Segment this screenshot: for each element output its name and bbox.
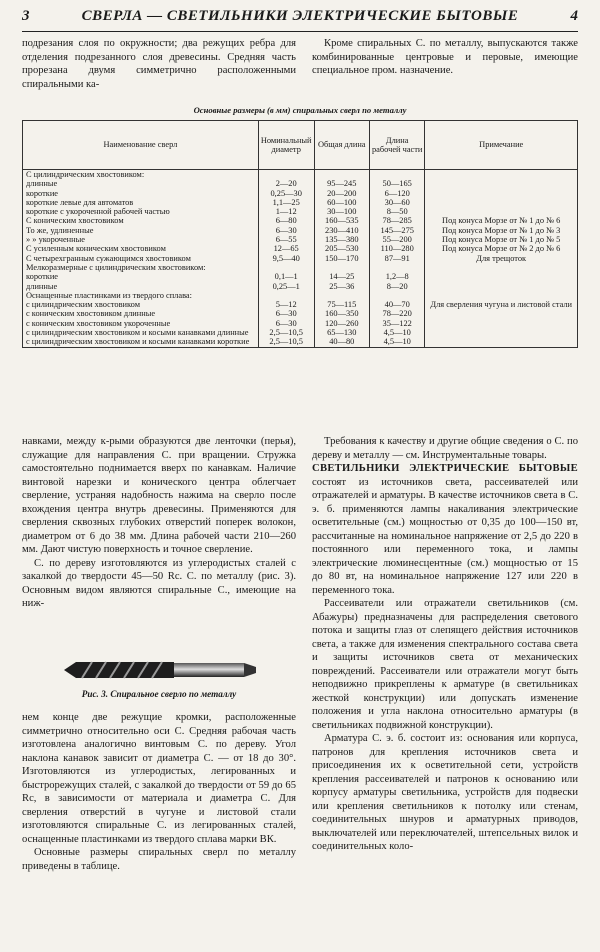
cell-diameter: 6—55 xyxy=(258,235,314,244)
cell-diameter: 12—65 xyxy=(258,244,314,253)
cell-working-length xyxy=(369,291,424,300)
cell-length: 20—200 xyxy=(314,189,369,198)
cell-note xyxy=(425,309,578,318)
table-row xyxy=(23,337,578,347)
col-header-length: Общая длина xyxy=(314,121,369,170)
cell-note xyxy=(425,263,578,272)
cell-diameter: 2,5—10,5 xyxy=(258,337,314,347)
cell-working-length: 35—122 xyxy=(369,319,424,328)
cell-note: Под конуса Морзе от № 1 до № 5 xyxy=(425,235,578,244)
table-row xyxy=(23,179,578,188)
page-header xyxy=(22,8,578,30)
cell-note xyxy=(425,319,578,328)
cell-name: Оснащенные пластинками из твердого сплава: xyxy=(23,291,259,300)
cell-note xyxy=(425,282,578,291)
cell-note xyxy=(425,198,578,207)
cell-name: с коническим хвостовиком длинные xyxy=(23,309,259,318)
table-row xyxy=(23,291,578,300)
cell-name: С коническим хвостовиком xyxy=(23,216,259,225)
cell-name: То же, удлиненные xyxy=(23,226,259,235)
cell-name: короткие xyxy=(23,189,259,198)
cell-name: с коническим хвостовиком укороченные xyxy=(23,319,259,328)
top-left-text xyxy=(22,37,296,91)
paragraph: состоят из источников света, рассеивателей или отражателей и арматуры. В качестве источников света в С. э. б. применяются лампы накаливания электрические осветительные (см.) мощностью от 0,35 до 100—150 вт, рассчитанные на номинальное напряжение от 2,5 до 220 в постоянного или переменного тока, и лампы электрические люминесцентные (см.) мощностью от 15 до 80 вт, на номинальное напряжение 127 или 220 в переменного тока. xyxy=(312,476,578,596)
cell-length: 205—530 xyxy=(314,244,369,253)
cell-name: Мелкоразмерные с цилиндрическим хвостовиком: xyxy=(23,263,259,272)
cell-name: длинные xyxy=(23,282,259,291)
cell-length xyxy=(314,170,369,180)
cell-length xyxy=(314,263,369,272)
cell-diameter: 1,1—25 xyxy=(258,198,314,207)
cell-diameter: 1—12 xyxy=(258,207,314,216)
paragraph: Требования к качеству и другие общие сведения о С. по дереву и металлу — см. Инструментальные товары. xyxy=(312,436,578,461)
table-row xyxy=(23,328,578,337)
paragraph: С. по дереву изготовляются из углеродистых сталей с закалкой до твердости 45—50 Rc. С. по металлу (рис. 3). Основным видом являются спиральные С., имеющие на ниж- xyxy=(22,557,296,609)
cell-diameter xyxy=(258,291,314,300)
cell-working-length: 4,5—10 xyxy=(369,328,424,337)
cell-name: короткие с укороченной рабочей частью xyxy=(23,207,259,216)
table-row xyxy=(23,207,578,216)
cell-note: Для трещоток xyxy=(425,254,578,263)
cell-length xyxy=(314,291,369,300)
table-row xyxy=(23,254,578,263)
cell-working-length: 1,2—8 xyxy=(369,272,424,281)
cell-diameter: 9,5—40 xyxy=(258,254,314,263)
cell-working-length: 50—165 xyxy=(369,179,424,188)
cell-working-length: 78—220 xyxy=(369,309,424,318)
cell-working-length: 4,5—10 xyxy=(369,337,424,347)
page-number-right: 4 xyxy=(570,8,578,24)
page-number-left: 3 xyxy=(22,8,30,24)
cell-working-length: 110—280 xyxy=(369,244,424,253)
cell-length: 95—245 xyxy=(314,179,369,188)
cell-diameter xyxy=(258,170,314,180)
paragraph: Кроме спиральных С. по металлу, выпускаются также комбинированные центровые и перовые, имеющие специальное пром. назначение. xyxy=(312,38,578,76)
cell-note: Под конуса Морзе от № 1 до № 3 xyxy=(425,226,578,235)
cell-name: С усиленным коническим хвостовиком xyxy=(23,244,259,253)
cell-note xyxy=(425,179,578,188)
cell-length: 160—535 xyxy=(314,216,369,225)
table-row xyxy=(23,319,578,328)
cell-length: 40—80 xyxy=(314,337,369,347)
cell-working-length: 87—91 xyxy=(369,254,424,263)
cell-note: Под конуса Морзе от № 2 до № 6 xyxy=(425,244,578,253)
paragraph: Арматура С. э. б. состоит из: основания или корпуса, патронов для крепления источников света и присоединения их к осветительной сети, устройств крепления рассеивателей и патронов к основанию или корпусу арматуры светильника, устройств для подвески или крепления светильников к потолку или стенам, соединительных шнуров и арматурных приводов, выключателей или переключателей, штепсельных вилок и соединительных коло- xyxy=(312,733,578,852)
cell-diameter: 6—30 xyxy=(258,319,314,328)
paragraph: навками, между к-рыми образуются две ленточки (перья), служащие для направления С. при вращении. Стружка самостоятельно поднимается вверх по канавкам. Наличие винтовой нарезки и конического центра облегчает сверление, устраняя надобность нажима на сверло после вхождения центра внутрь древесины. Применяются для сверления сквозных глубоких отверстий поперек волокон, диаметром от 6 до 38 мм. Длина рабочей части 210—260 мм. Дают чистую поверхность и точное сверление. xyxy=(22,436,296,555)
cell-note xyxy=(425,328,578,337)
table-row xyxy=(23,216,578,225)
table-row xyxy=(23,198,578,207)
cell-note xyxy=(425,207,578,216)
cell-diameter: 2,5—10,5 xyxy=(258,328,314,337)
cell-length: 135—380 xyxy=(314,235,369,244)
figure-caption: Рис. 3. Спиральное сверло по металлу xyxy=(81,689,237,699)
table-row xyxy=(23,263,578,272)
cell-working-length: 40—70 xyxy=(369,300,424,309)
running-title: СВЕРЛА — СВЕТИЛЬНИКИ ЭЛЕКТРИЧЕСКИЕ БЫТОВЫЕ xyxy=(81,8,519,24)
cell-name: С четырехгранным сужающимся хвостовиком xyxy=(23,254,259,263)
cell-length: 120—260 xyxy=(314,319,369,328)
cell-diameter: 6—80 xyxy=(258,216,314,225)
col-header-diameter: Номинальный диаметр xyxy=(258,121,314,170)
cell-note xyxy=(425,337,578,347)
cell-length: 30—100 xyxy=(314,207,369,216)
cell-working-length xyxy=(369,263,424,272)
cell-working-length: 6—120 xyxy=(369,189,424,198)
cell-diameter: 6—30 xyxy=(258,226,314,235)
col-header-name: Наименование сверл xyxy=(23,121,259,170)
cell-diameter: 0,25—1 xyxy=(258,282,314,291)
cell-name: с цилиндрическим хвостовиком и косыми канавками длинные xyxy=(23,328,259,337)
cell-length: 60—100 xyxy=(314,198,369,207)
cell-working-length xyxy=(369,170,424,180)
header-rule xyxy=(22,31,578,32)
left-column-bottom-text xyxy=(22,711,296,873)
table-row xyxy=(23,189,578,198)
cell-diameter xyxy=(258,263,314,272)
cell-length: 75—115 xyxy=(314,300,369,309)
paragraph: нем конце две режущие кромки, расположенные симметрично относительно оси С. Средняя рабочая часть изготовлена аналогично винтовым С. по дереву. Угол наклона канавок зависит от диаметра С. — от 18 до 30°. Изготовляются из углеродистых, легированных и быстрорежущих сталей, с закалкой до твердости от 59 до 65 Rc, в зависимости от материала и диаметра С. Для сверления отверстий в чугуне и листовой стали изготовляются спиральные С. из легированных сталей, оснащенные пластинками из твердого сплава марки ВК. xyxy=(22,712,296,845)
cell-working-length: 145—275 xyxy=(369,226,424,235)
cell-length: 160—350 xyxy=(314,309,369,318)
drill-sizes-table xyxy=(22,120,578,348)
right-column-text xyxy=(312,435,578,854)
table-row xyxy=(23,272,578,281)
cell-length: 150—170 xyxy=(314,254,369,263)
cell-length: 14—25 xyxy=(314,272,369,281)
cell-length: 25—36 xyxy=(314,282,369,291)
cell-diameter: 6—30 xyxy=(258,309,314,318)
paragraph: Основные размеры спиральных сверл по металлу приведены в таблице. xyxy=(22,847,296,872)
drill-illustration xyxy=(62,657,258,683)
cell-working-length: 8—50 xyxy=(369,207,424,216)
col-header-note: Примечание xyxy=(425,121,578,170)
cell-name: С цилиндрическим хвостовиком: xyxy=(23,170,259,180)
cell-name: с цилиндрическим хвостовиком и косыми канавками короткие xyxy=(23,337,259,347)
cell-note: Под конуса Морзе от № 1 до № 6 xyxy=(425,216,578,225)
cell-note xyxy=(425,170,578,180)
cell-diameter: 0,25—30 xyxy=(258,189,314,198)
table-row xyxy=(23,309,578,318)
cell-diameter: 0,1—1 xyxy=(258,272,314,281)
cell-note xyxy=(425,291,578,300)
cell-length: 230—410 xyxy=(314,226,369,235)
left-column-text xyxy=(22,435,296,611)
cell-working-length: 55—200 xyxy=(369,235,424,244)
table-row xyxy=(23,226,578,235)
cell-note xyxy=(425,272,578,281)
col-header-working-length: Длина рабочей части xyxy=(369,121,424,170)
cell-working-length: 30—60 xyxy=(369,198,424,207)
cell-diameter: 2—20 xyxy=(258,179,314,188)
cell-name: короткие левые для автоматов xyxy=(23,198,259,207)
table-row xyxy=(23,235,578,244)
article-heading: СВЕТИЛЬНИКИ ЭЛЕКТРИЧЕСКИЕ БЫТОВЫЕ xyxy=(312,463,578,474)
cell-working-length: 8—20 xyxy=(369,282,424,291)
paragraph: Рассеиватели или отражатели светильников (см. Абажуры) предназначены для распределения светового потока и защиты глаз от слепящего действия источников света, а также для изменения спектрального состава света и защиты источников света от механических повреждений. Рассеиватели или отражатели могут быть неподвижно прикреплены к арматуре (в светильниках жесткой конструкции) или допускать изменение положения и угла наклона относительно арматуры (в светильниках подвижной конструкции). xyxy=(312,598,578,731)
cell-note xyxy=(425,189,578,198)
table-caption: Основные размеры (в мм) спиральных сверл по металлу xyxy=(193,105,407,115)
cell-name: длинные xyxy=(23,179,259,188)
top-right-text xyxy=(312,37,578,78)
table-row xyxy=(23,170,578,180)
cell-name: с цилиндрическим хвостовиком xyxy=(23,300,259,309)
table-row xyxy=(23,244,578,253)
cell-name: короткие xyxy=(23,272,259,281)
cell-diameter: 5—12 xyxy=(258,300,314,309)
table-row xyxy=(23,282,578,291)
cell-length: 65—130 xyxy=(314,328,369,337)
paragraph: подрезания слоя по окружности; два режущих ребра для отделения подрезанного слоя древесины. Средняя часть прорезана двумя симметрично расположенными спиральными ка- xyxy=(22,38,296,90)
cell-working-length: 78—285 xyxy=(369,216,424,225)
cell-note: Для сверления чугуна и листовой стали xyxy=(425,300,578,309)
table-row xyxy=(23,300,578,309)
cell-name: » » укороченные xyxy=(23,235,259,244)
